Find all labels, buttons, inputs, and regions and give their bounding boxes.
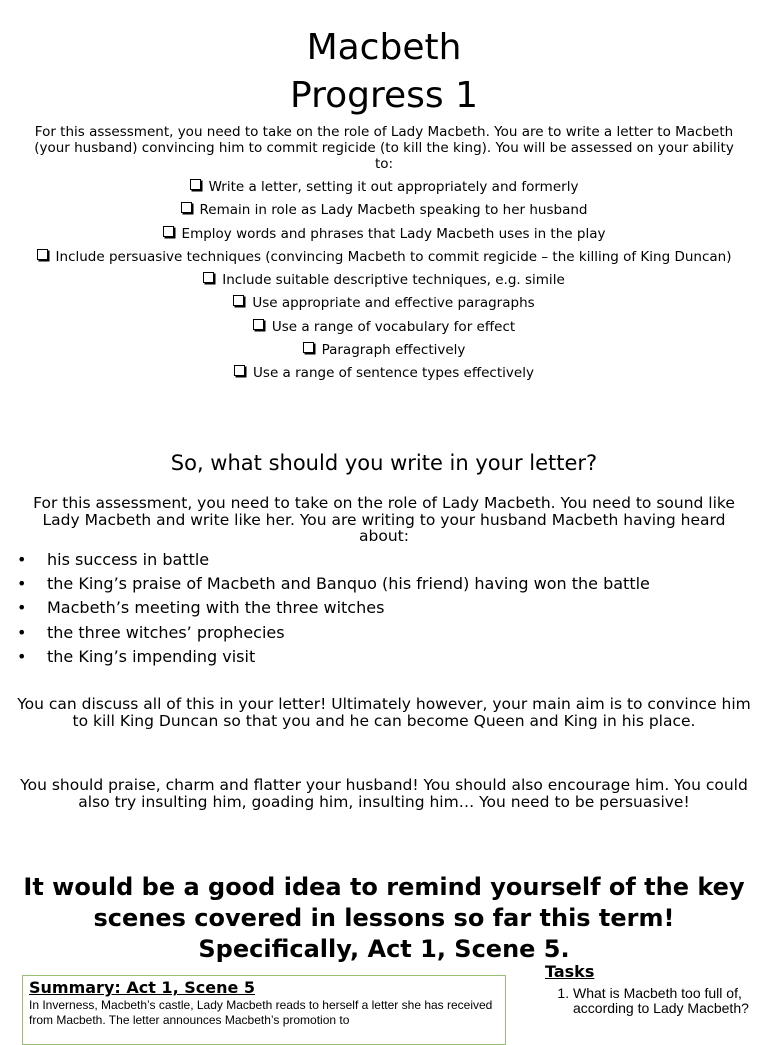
paragraph-praise: You should praise, charm and flatter your husband! You should also encourage him. You could also try insulting him, goading him, insulting him… You need to be persuasive! (20, 776, 748, 811)
summary-box (22, 975, 506, 1045)
checkbox-icon (163, 226, 174, 237)
bullet-icon: • (17, 550, 27, 569)
criteria-item: Write a letter, setting it out appropriately and formerly (0, 176, 768, 199)
section-intro: For this assessment, you need to take on the role of Lady Macbeth. You need to sound like Lady Macbeth and write like her. You are writing to your husband Macbeth having heard about: (33, 494, 735, 545)
checkbox-icon (190, 179, 201, 190)
reminder-heading: It would be a good idea to remind yourself of the key scenes covered in lessons so far this term! Specifically, Act 1, Scene 5. (23, 873, 745, 963)
bullet-list (0, 548, 740, 669)
tasks-panel (545, 962, 755, 1016)
paragraph-discuss: You can discuss all of this in your letter! Ultimately however, your main aim is to convince him to kill King Duncan so that you and he can become Queen and King in his place. (17, 695, 751, 730)
criteria-item: Include suitable descriptive techniques, e.g. simile (0, 269, 768, 292)
list-item: • the three witches’ prophecies (0, 621, 740, 645)
bullet-icon: • (17, 574, 27, 594)
criteria-item: Paragraph effectively (0, 339, 768, 362)
criteria-item: Employ words and phrases that Lady Macbeth uses in the play (0, 223, 768, 246)
list-item: • Macbeth’s meeting with the three witches (0, 596, 740, 620)
assessment-intro: For this assessment, you need to take on the role of Lady Macbeth. You are to write a letter to Macbeth (your husband) convincing him to commit regicide (to kill the king). You will be assessed on your ability to: (34, 124, 734, 172)
summary-text: In Inverness, Macbeth’s castle, Lady Macbeth reads to herself a letter she has received from Macbeth. The letter announces Macbeth’s promotion to (29, 998, 493, 1027)
checkbox-icon (234, 365, 245, 376)
bullet-icon: • (17, 598, 27, 618)
criteria-item: Use a range of vocabulary for effect (0, 316, 768, 339)
criteria-checklist (0, 176, 768, 386)
tasks-heading: Tasks (545, 962, 595, 981)
summary-heading: Summary: Act 1, Scene 5 (29, 978, 256, 997)
bullet-icon: • (17, 646, 27, 666)
task-item: 1. What is Macbeth too full of, according to Lady Macbeth? (573, 986, 755, 1016)
criteria-item: Remain in role as Lady Macbeth speaking to her husband (0, 199, 768, 222)
document-title: Macbeth (306, 27, 462, 68)
criteria-item: Use a range of sentence types effectively (0, 362, 768, 385)
checkbox-icon (181, 202, 192, 213)
document-subtitle: Progress 1 (290, 75, 478, 116)
section-heading: So, what should you write in your letter? (170, 451, 598, 475)
list-item: • the King’s impending visit (0, 645, 740, 669)
bullet-icon: • (17, 622, 27, 642)
checkbox-icon (233, 295, 244, 306)
list-item: • the King’s praise of Macbeth and Banquo (his friend) having won the battle (0, 572, 740, 596)
tasks-list (545, 986, 755, 1016)
checkbox-icon (203, 272, 214, 283)
list-item: • his success in battle (0, 548, 740, 572)
checkbox-icon (37, 249, 48, 260)
criteria-item: Include persuasive techniques (convincing Macbeth to commit regicide – the killing of King Duncan) (0, 246, 768, 269)
checkbox-icon (303, 342, 314, 353)
checkbox-icon (253, 319, 264, 330)
criteria-item: Use appropriate and effective paragraphs (0, 292, 768, 315)
